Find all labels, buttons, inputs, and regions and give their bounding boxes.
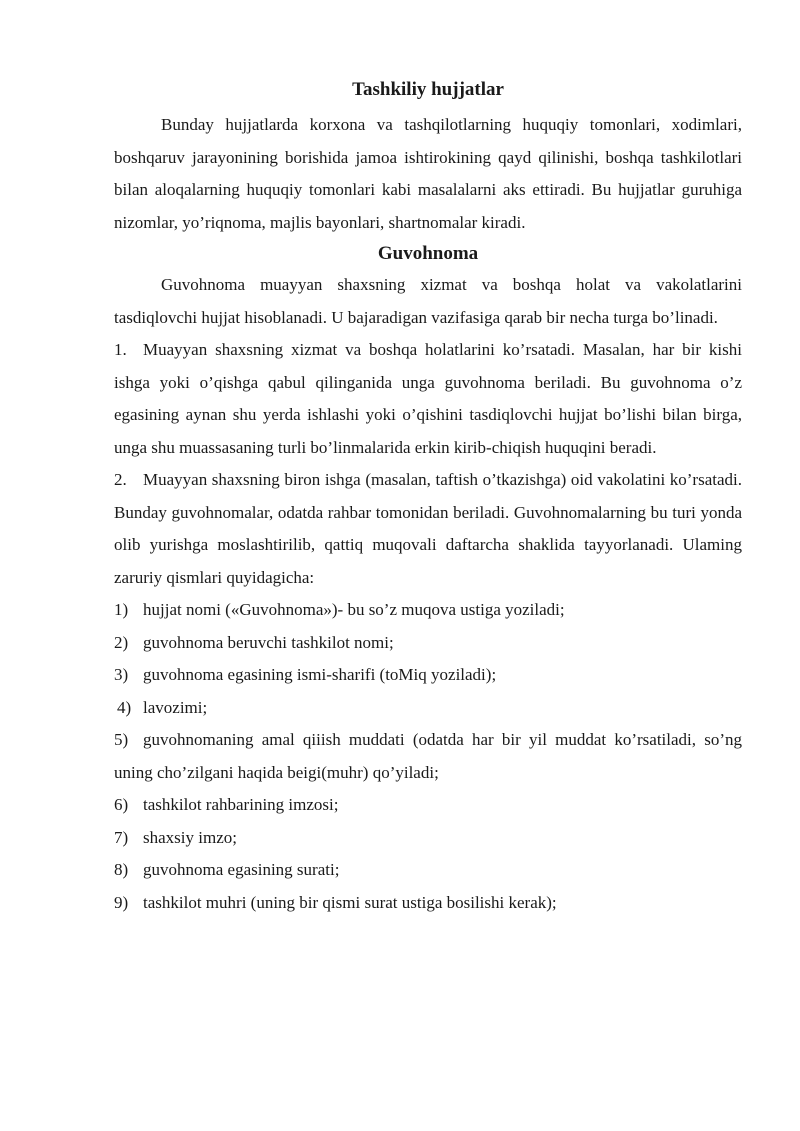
part-text: guvohnoma egasining surati; <box>143 860 340 879</box>
type-text: Muayyan shaxsning xizmat va boshqa holatlarini ko’rsatadi. Masalan, har bir kishi ishga yoki o’qishga qabul qilinganida unga guvohnoma beriladi. Bu guvohnoma o’z egasining aynan shu yerda ishlashi yoki o’qishini tasdiqlovchi hujjat bo’lishi bilan birga, unga shu muassasaning turli bo’linmalarida erkin kirib-chiqish huquqini beradi. <box>114 340 742 457</box>
section-intro-paragraph: Guvohnoma muayyan shaxsning xizmat va boshqa holat va vakolatlarini tasdiqlovchi hujjat hisoblanadi. U bajaradigan vazifasiga qarab bir necha turga bo’linadi. <box>114 275 742 327</box>
section-title: Guvohnoma <box>377 243 479 264</box>
part-number: 9) <box>114 892 129 912</box>
part-item <box>114 822 742 855</box>
type-item <box>114 334 742 464</box>
part-text: shaxsiy imzo; <box>143 827 237 847</box>
part-item <box>114 659 742 692</box>
part-number: 7) <box>114 827 129 847</box>
part-item <box>114 887 742 920</box>
part-number: 6) <box>114 795 129 814</box>
document-title: Tashkiliy hujjatlar <box>352 79 504 100</box>
part-text: lavozimi; <box>143 697 208 717</box>
part-text: tashkilot muhri (uning bir qismi surat ustiga bosilishi kerak); <box>143 892 557 912</box>
part-item <box>114 854 742 887</box>
part-item <box>114 594 742 627</box>
part-item <box>114 789 742 822</box>
part-number: 2) <box>114 632 129 652</box>
part-text: guvohnoma beruvchi tashkilot nomi; <box>143 632 394 652</box>
part-text: tashkilot rahbarining imzosi; <box>143 795 339 814</box>
part-number: 5) <box>114 730 129 749</box>
document-body <box>114 73 742 919</box>
intro-paragraph: Bunday hujjatlarda korxona va tashqilotlarning huquqiy tomonlari, xodimlari, boshqaruv jarayonining borishida jamoa ishtirokining qayd qilinishi, boshqa tashkilotlari bilan aloqalarning huquqiy tomonlari kabi masalalarni aks ettiradi. Bu hujjatlar guruhiga nizomlar, yo’riqnoma, majlis bayonlari, shartnomalar kiradi. <box>114 115 742 232</box>
part-item <box>114 692 742 725</box>
type-item <box>114 464 742 594</box>
part-text: guvohnomaning amal qiiish muddati (odatda har bir yil muddat ko’rsatiladi, so’ng uning cho’zilgani haqida beigi(muhr) qo’yiladi; <box>114 730 742 782</box>
part-number: 1) <box>114 600 129 619</box>
part-item <box>114 627 742 660</box>
part-number: 4) <box>117 697 132 717</box>
part-item <box>114 724 742 789</box>
type-number: 2. <box>114 470 127 489</box>
part-text: guvohnoma egasining ismi-sharifi (toMiq yoziladi); <box>143 665 497 684</box>
type-number: 1. <box>114 340 127 359</box>
type-text: Muayyan shaxsning biron ishga (masalan, taftish o’tkazishga) oid vakolatini ko’rsatadi. Bunday guvohnomalar, odatda rahbar tomonidan beriladi. Guvohnomalarning bu turi yonda olib yurishga moslashtirilib, qattiq muqovali daftarcha shaklida tayyorlanadi. Ulaming zaruriy qismlari quyidagicha: <box>114 470 742 587</box>
part-number: 3) <box>114 665 129 684</box>
part-text: hujjat nomi («Guvohnoma»)- bu so’z muqova ustiga yoziladi; <box>143 600 565 619</box>
part-number: 8) <box>114 860 129 879</box>
